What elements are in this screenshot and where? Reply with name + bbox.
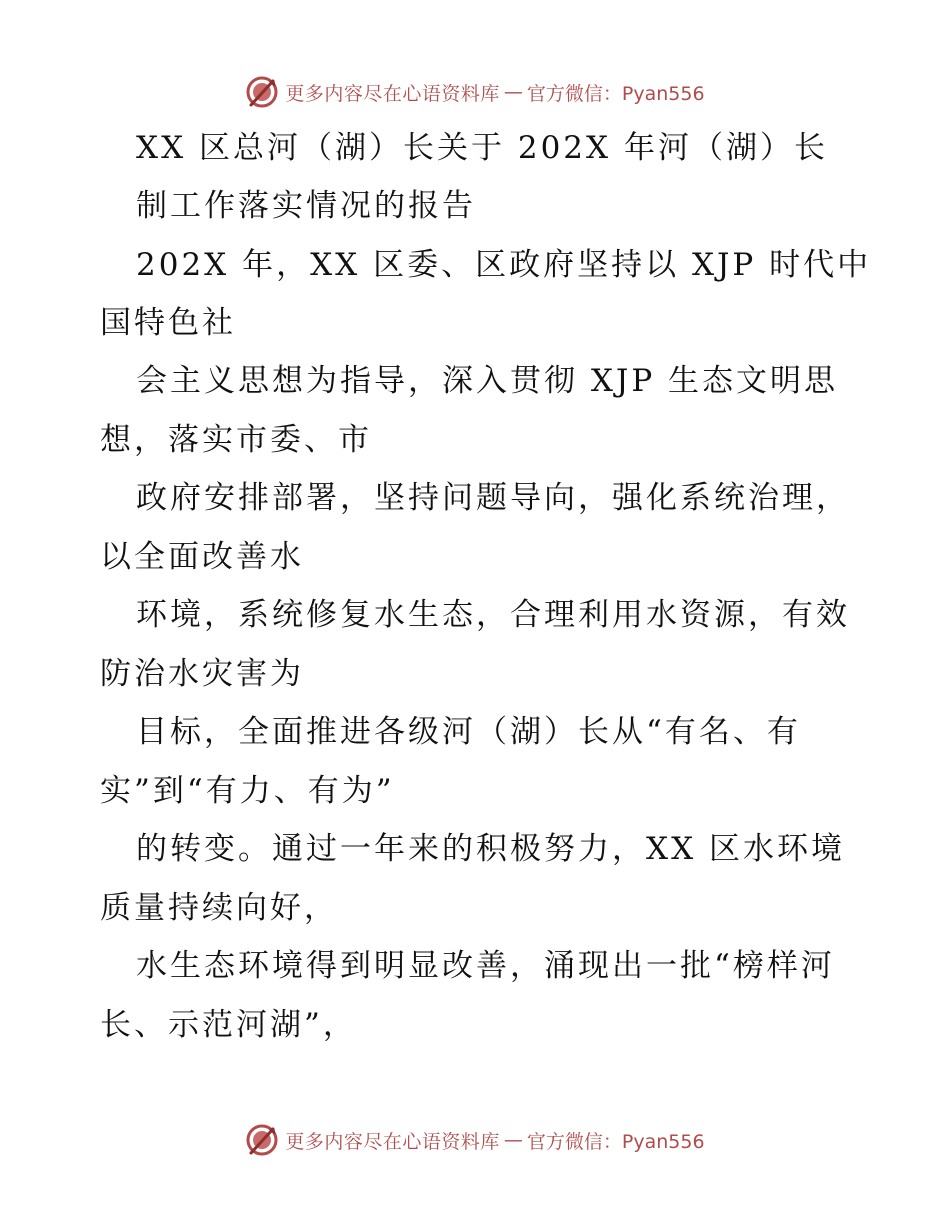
banner-separator: —	[503, 81, 523, 103]
header-banner	[0, 72, 950, 112]
paragraph-line: 水生态环境得到明显改善，涌现出一批“榜样河	[136, 948, 835, 984]
paragraph-line: 政府安排部署，坚持问题导向，强化系统治理，	[136, 480, 850, 516]
paragraph-line: 以全面改善水	[100, 539, 304, 575]
paragraph-line: 质量持续向好，	[100, 890, 338, 926]
paragraph-line: 目标，全面推进各级河（湖）长从“有名、有	[136, 714, 801, 750]
quill-seal-icon	[245, 1123, 279, 1157]
footer-banner	[0, 1120, 950, 1160]
title-line-1: XX 区总河（湖）长关于 202X 年河（湖）长	[136, 130, 828, 166]
quill-seal-icon	[245, 75, 279, 109]
paragraph-line: 环境，系统修复水生态，合理利用水资源，有效	[136, 597, 850, 633]
paragraph-line: 防治水灾害为	[100, 656, 304, 692]
paragraph-line: 的转变。通过一年来的积极努力，XX 区水环境	[136, 831, 845, 867]
banner-wechat: 官方微信：Pyan556	[526, 1130, 705, 1153]
paragraph-line: 202X 年，XX 区委、区政府坚持以 XJP 时代中	[136, 247, 872, 283]
paragraph-line: 长、示范河湖”，	[100, 1007, 357, 1043]
banner-separator: —	[503, 1129, 523, 1151]
paragraph-line: 想，落实市委、市	[100, 422, 372, 458]
paragraph-line: 实”到“有力、有为”	[100, 773, 395, 809]
title-line-2: 制工作落实情况的报告	[136, 188, 476, 224]
banner-wechat: 官方微信：Pyan556	[526, 82, 705, 105]
paragraph-line: 会主义思想为指导，深入贯彻 XJP 生态文明思	[136, 363, 839, 399]
banner-text: 更多内容尽在心语资料库	[285, 82, 500, 105]
paragraph-line: 国特色社	[100, 305, 236, 341]
banner-text: 更多内容尽在心语资料库	[285, 1130, 500, 1153]
